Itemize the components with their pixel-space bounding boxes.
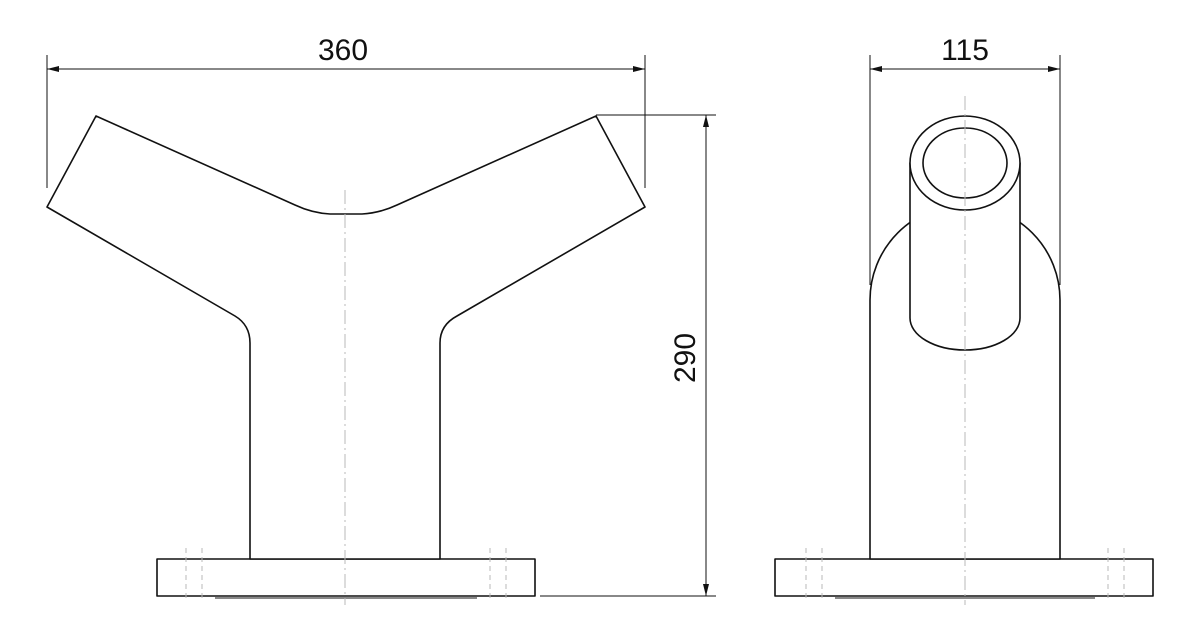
dimension-depth-label: 115 <box>941 34 989 67</box>
front-view <box>47 116 645 605</box>
front-bollard-body <box>47 116 645 559</box>
side-view <box>775 96 1153 605</box>
dimension-width-label: 360 <box>317 34 369 67</box>
front-base-plate <box>157 559 535 596</box>
side-base-plate <box>775 559 1153 596</box>
dimension-height-label: 290 <box>669 332 702 384</box>
